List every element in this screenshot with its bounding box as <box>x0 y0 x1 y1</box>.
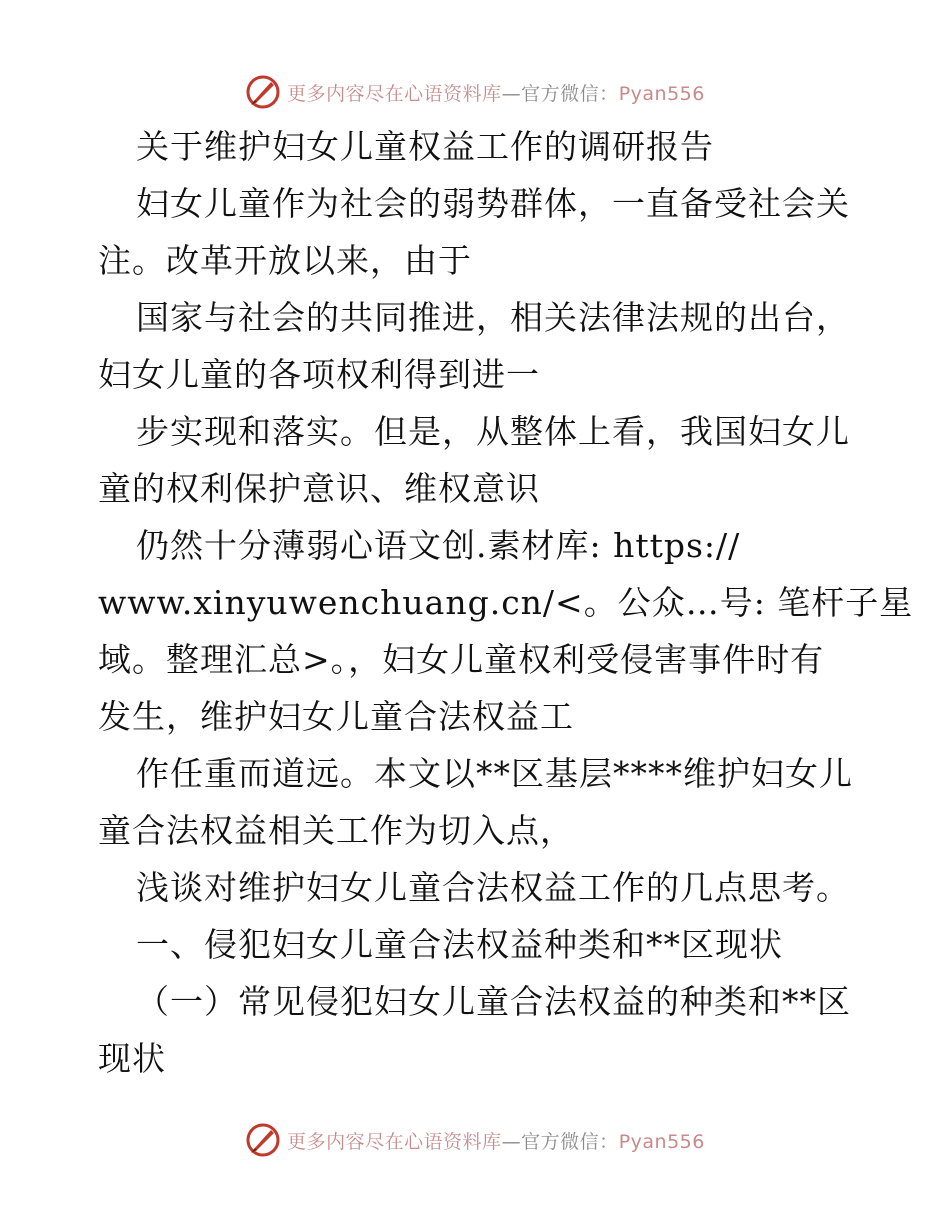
document-line: 国家与社会的共同推进，相关法律法规的出台， <box>136 298 850 337</box>
document-line: 作任重而道远。本文以**区基层****维护妇女儿 <box>136 754 853 793</box>
document-line: 步实现和落实。但是，从整体上看，我国妇女儿 <box>136 412 850 451</box>
document-line: 妇女儿童作为社会的弱势群体，一直备受社会关 <box>136 184 850 223</box>
document-body <box>98 118 914 1087</box>
header-site-text: 更多内容尽在心语资料库 <box>287 82 502 105</box>
header-account-label: 官方微信： <box>521 82 619 105</box>
footer-banner <box>0 1120 950 1160</box>
document-line: 发生，维护妇女儿童合法权益工 <box>98 697 574 736</box>
document-line: 童合法权益相关工作为切入点， <box>98 811 574 850</box>
document-line: 关于维护妇女儿童权益工作的调研报告 <box>136 127 714 166</box>
footer-banner-text <box>287 1127 705 1154</box>
document-line: （一）常见侵犯妇女儿童合法权益的种类和**区 <box>136 982 851 1021</box>
footer-site-text: 更多内容尽在心语资料库 <box>287 1130 502 1153</box>
document-line: 域。整理汇总>。，妇女儿童权利受侵害事件时有 <box>98 640 825 679</box>
document-line: 童的权利保护意识、维权意识 <box>98 469 540 508</box>
document-line: 浅谈对维护妇女儿童合法权益工作的几点思考。 <box>136 868 850 907</box>
footer-separator: — <box>501 1130 522 1153</box>
document-line: www.xinyuwenchuang.cn/<。公众…号: 笔杆子星 <box>98 583 914 622</box>
header-separator: — <box>501 82 522 105</box>
document-line: 一、侵犯妇女儿童合法权益种类和**区现状 <box>136 925 783 964</box>
footer-account-handle: Pyan556 <box>618 1130 705 1153</box>
header-account-handle: Pyan556 <box>618 82 705 105</box>
header-banner-text <box>287 79 705 106</box>
document-line: 仍然十分薄弱心语文创.素材库: https:// <box>136 526 741 565</box>
footer-account-label: 官方微信： <box>521 1130 619 1153</box>
quill-logo-icon <box>245 74 281 110</box>
document-line: 注。改革开放以来，由于 <box>98 241 472 280</box>
document-line: 妇女儿童的各项权利得到进一 <box>98 355 540 394</box>
header-banner <box>0 72 950 112</box>
quill-logo-icon <box>245 1122 281 1158</box>
document-line: 现状 <box>98 1039 166 1078</box>
